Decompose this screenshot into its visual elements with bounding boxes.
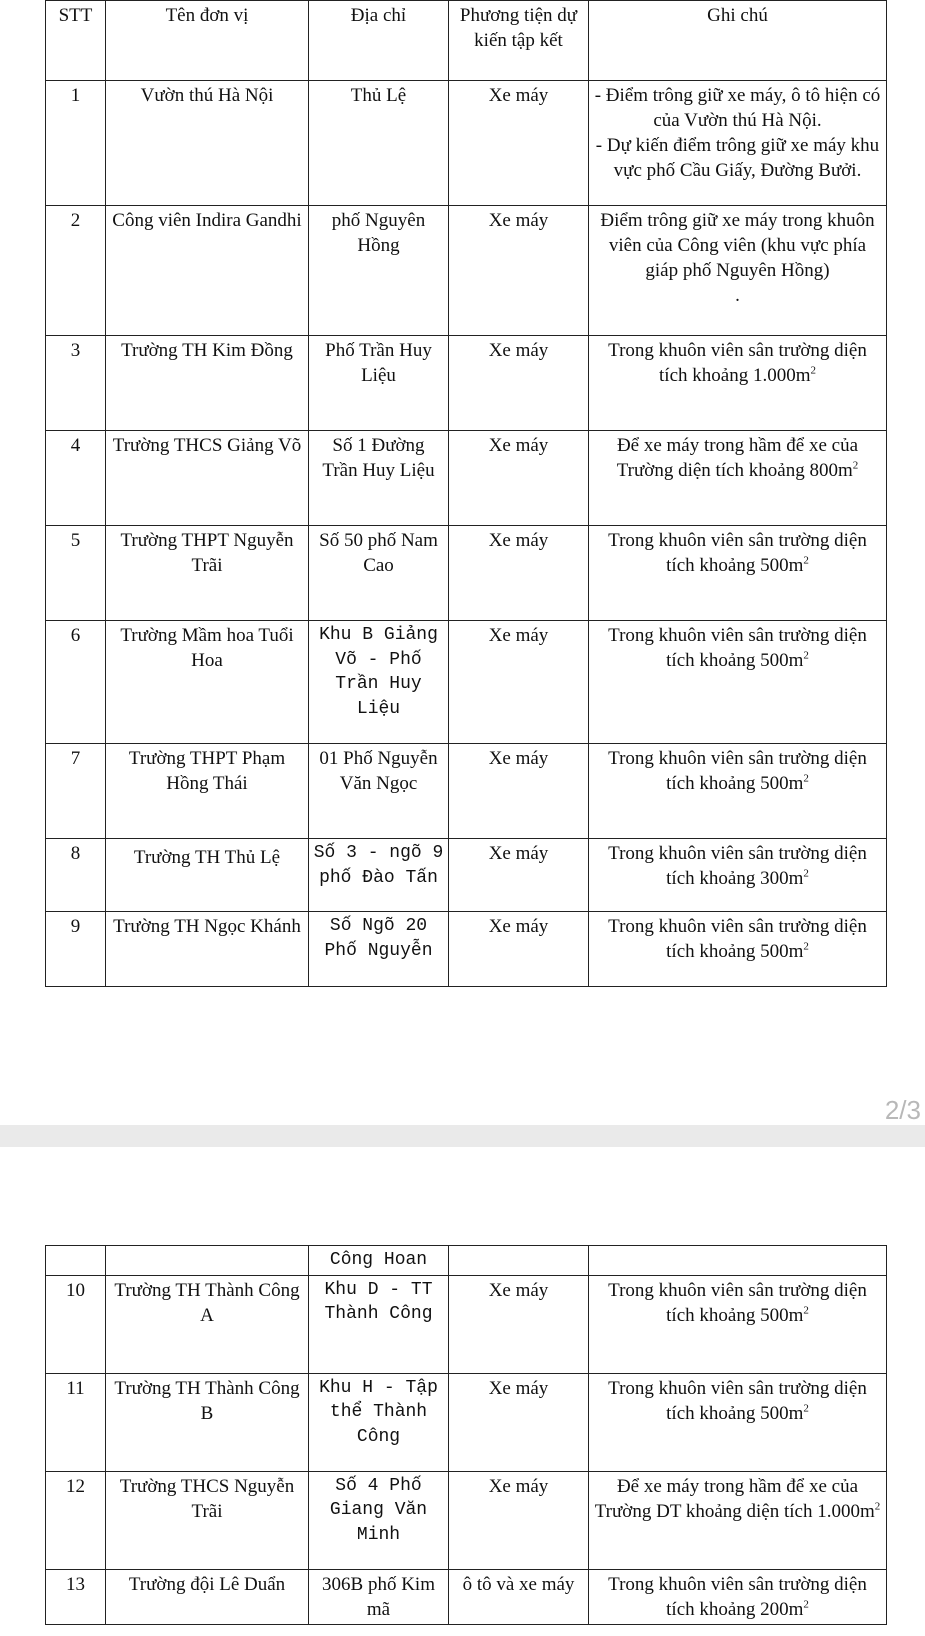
note-text: Trong khuôn viên sân trường diện tích khoảng 500m	[608, 1377, 867, 1424]
cell-vehicle: Xe máy	[449, 206, 589, 336]
cell-note	[589, 526, 887, 621]
cell-stt: 1	[46, 81, 106, 206]
cell-unit: Trường TH Kim Đồng	[106, 336, 309, 431]
cell-stt: 13	[46, 1569, 106, 1624]
cell-vehicle: Xe máy	[449, 526, 589, 621]
cell-address: Số Ngõ 20 Phố Nguyễn	[309, 912, 449, 987]
cell-stt: 11	[46, 1373, 106, 1471]
note-superscript: 2	[803, 1402, 809, 1415]
note-text: Trong khuôn viên sân trường diện tích khoảng 500m	[608, 1279, 867, 1326]
cell-note	[589, 839, 887, 912]
cell-note	[589, 1275, 887, 1373]
note-text: Trong khuôn viên sân trường diện tích khoảng 500m	[608, 916, 867, 962]
cell-vehicle: Xe máy	[449, 744, 589, 839]
cell-vehicle: Xe máy	[449, 81, 589, 206]
cell-address: 306B phố Kim mã	[309, 1569, 449, 1624]
cell-vehicle: Xe máy	[449, 1373, 589, 1471]
note-superscript: 2	[874, 1500, 881, 1513]
cell-vehicle: Xe máy	[449, 1471, 589, 1569]
cell-address: Số 3 - ngõ 9 phố Đào Tấn	[309, 839, 449, 912]
note-text: Để xe máy trong hầm để xe của Trường DT khoảng diện tích 1.000m	[594, 1475, 875, 1522]
table-row	[46, 839, 887, 912]
table-row	[46, 336, 887, 431]
cell-address: phố Nguyên Hồng	[309, 206, 449, 336]
cell-note	[589, 1569, 887, 1624]
cell-address: Khu D - TT Thành Công	[309, 1275, 449, 1373]
note-superscript: 2	[803, 1598, 809, 1611]
table-header-row	[46, 1, 887, 81]
cell-note	[589, 621, 887, 744]
page-separator	[0, 1125, 925, 1147]
continuation-row	[46, 1246, 887, 1276]
table-row	[46, 81, 887, 206]
cell-unit: Trường TH Thành Công B	[106, 1373, 309, 1471]
cell-unit: Trường TH Ngọc Khánh	[106, 912, 309, 987]
cell-address: Khu H - Tập thể Thành Công	[309, 1373, 449, 1471]
cell-unit: Trường THPT Nguyễn Trãi	[106, 526, 309, 621]
cell-address: Phố Trần Huy Liệu	[309, 336, 449, 431]
cell-note	[589, 744, 887, 839]
cell-vehicle: Xe máy	[449, 431, 589, 526]
note-text: Để xe máy trong hầm để xe của Trường diện tích khoảng 800m	[616, 435, 859, 481]
cell-vehicle: Xe máy	[449, 336, 589, 431]
cell-unit: Trường THCS Giảng Võ	[106, 431, 309, 526]
cell-address: Số 1 Đường Trần Huy Liệu	[309, 431, 449, 526]
cell-stt: 9	[46, 912, 106, 987]
header-vehicle: Phương tiện dự kiến tập kết	[449, 1, 589, 81]
cell-vehicle: ô tô và xe máy	[449, 1569, 589, 1624]
cell-note	[589, 431, 887, 526]
cell-note	[589, 912, 887, 987]
cell-unit: Vườn thú Hà Nội	[106, 81, 309, 206]
header-unit: Tên đơn vị	[106, 1, 309, 81]
table-row	[46, 1373, 887, 1471]
table-row	[46, 206, 887, 336]
cell-address: Số 4 Phố Giang Văn Minh	[309, 1471, 449, 1569]
table-row	[46, 1569, 887, 1624]
note-superscript: 2	[803, 554, 809, 567]
note-text: Trong khuôn viên sân trường diện tích khoảng 300m	[608, 843, 867, 889]
note-superscript: 2	[852, 459, 859, 472]
cell-address: 01 Phố Nguyễn Văn Ngọc	[309, 744, 449, 839]
cell-address: Số 50 phố Nam Cao	[309, 526, 449, 621]
parking-table-page-2	[45, 1245, 887, 1625]
cell-unit: Trường THCS Nguyễn Trãi	[106, 1471, 309, 1569]
note-superscript: 2	[803, 867, 809, 880]
cell-note	[589, 336, 887, 431]
cell-stt: 10	[46, 1275, 106, 1373]
cell-unit: Trường đội Lê Duẩn	[106, 1569, 309, 1624]
note-text: Trong khuôn viên sân trường diện tích khoảng 500m	[608, 530, 867, 576]
table-row	[46, 744, 887, 839]
note-text: Trong khuôn viên sân trường diện tích khoảng 200m	[608, 1573, 867, 1620]
cell-stt: 5	[46, 526, 106, 621]
cell-unit: Trường Mầm hoa Tuổi Hoa	[106, 621, 309, 744]
table-row	[46, 621, 887, 744]
header-note: Ghi chú	[589, 1, 887, 81]
cell-vehicle: Xe máy	[449, 912, 589, 987]
cell-unit: Trường THPT Phạm Hồng Thái	[106, 744, 309, 839]
page-number: 2/3	[884, 1095, 921, 1125]
note-superscript: 2	[803, 1304, 809, 1317]
cell-address: Công Hoan	[309, 1246, 449, 1276]
cell-stt: 8	[46, 839, 106, 912]
cell-note: - Điểm trông giữ xe máy, ô tô hiện có của Vườn thú Hà Nội. - Dự kiến điểm trông giữ xe máy khu vực phố Cầu Giấy, Đường Bưởi.	[589, 81, 887, 206]
table-row	[46, 431, 887, 526]
cell-note	[589, 1373, 887, 1471]
cell-unit: Trường TH Thủ Lệ	[106, 839, 309, 912]
cell-note	[589, 1471, 887, 1569]
note-text: Trong khuôn viên sân trường diện tích khoảng 500m	[608, 625, 867, 671]
note-superscript: 2	[803, 772, 809, 785]
note-superscript: 2	[803, 940, 809, 953]
table-row	[46, 1471, 887, 1569]
cell-note: Điểm trông giữ xe máy trong khuôn viên của Công viên (khu vực phía giáp phố Nguyên Hồng) .	[589, 206, 887, 336]
cell-vehicle: Xe máy	[449, 1275, 589, 1373]
cell-unit: Công viên Indira Gandhi	[106, 206, 309, 336]
cell-unit: Trường TH Thành Công A	[106, 1275, 309, 1373]
cell-stt: 4	[46, 431, 106, 526]
cell-address: Thủ Lệ	[309, 81, 449, 206]
cell-vehicle: Xe máy	[449, 621, 589, 744]
table-row	[46, 526, 887, 621]
note-superscript: 2	[810, 364, 816, 377]
note-superscript: 2	[803, 649, 809, 662]
note-text: Trong khuôn viên sân trường diện tích khoảng 500m	[608, 748, 867, 794]
note-text: Trong khuôn viên sân trường diện tích khoảng 1.000m	[608, 340, 867, 386]
table-row	[46, 912, 887, 987]
cell-address: Khu B Giảng Võ - Phố Trần Huy Liệu	[309, 621, 449, 744]
cell-stt: 12	[46, 1471, 106, 1569]
cell-stt: 2	[46, 206, 106, 336]
cell-stt: 7	[46, 744, 106, 839]
cell-stt: 6	[46, 621, 106, 744]
cell-stt: 3	[46, 336, 106, 431]
header-address: Địa chỉ	[309, 1, 449, 81]
header-stt: STT	[46, 1, 106, 81]
parking-table-page-1	[45, 0, 887, 987]
table-row	[46, 1275, 887, 1373]
cell-vehicle: Xe máy	[449, 839, 589, 912]
